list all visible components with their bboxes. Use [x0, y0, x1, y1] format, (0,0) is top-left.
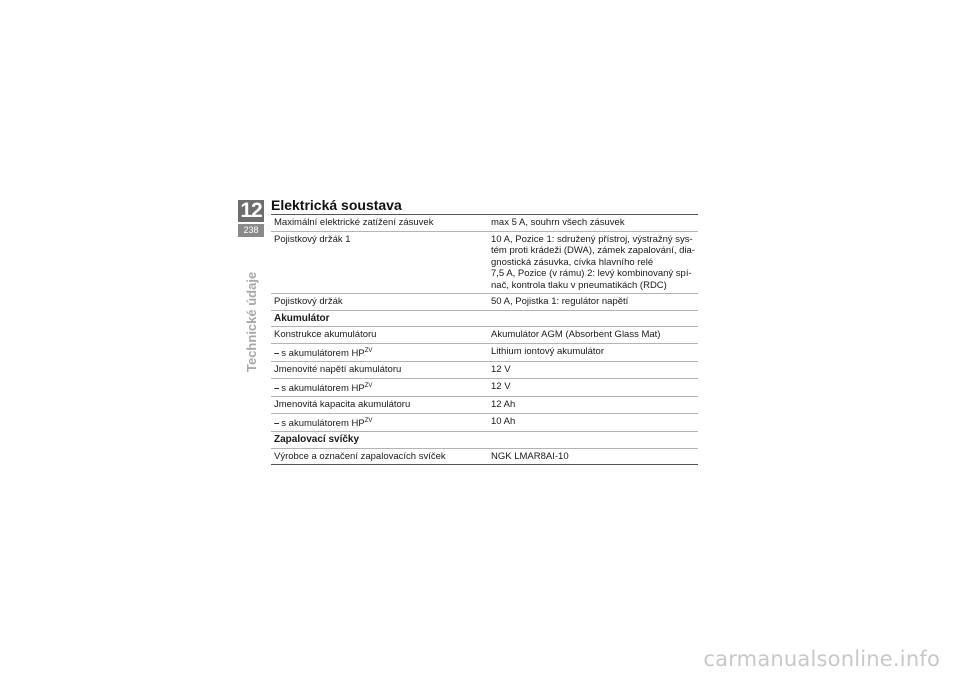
spec-label: Pojistkový držák	[271, 294, 488, 311]
option-marker: ZV	[364, 382, 373, 389]
spec-label: Pojistkový držák 1	[271, 231, 488, 294]
dash-mark: –	[274, 347, 280, 359]
table-subheading-row	[271, 310, 698, 327]
chapter-side-label: Technické údaje	[244, 271, 259, 372]
dash-mark: –	[274, 382, 280, 394]
table-row	[271, 343, 698, 362]
table-row	[271, 378, 698, 397]
spec-value: Akumulátor AGM (Absorbent Glass Mat)	[488, 327, 698, 344]
table-row	[271, 362, 698, 379]
battery-heading: Akumulátor	[271, 310, 698, 327]
dash-mark: –	[274, 417, 280, 429]
spec-value: 10 Ah	[488, 413, 698, 432]
spark-plugs-heading: Zapalovací svíčky	[271, 432, 698, 449]
table-row	[271, 413, 698, 432]
spec-value: 50 A, Pojistka 1: regulátor napětí	[488, 294, 698, 311]
spec-label: – s akumulátorem $HP^{ZV}$	[271, 343, 488, 362]
option-marker: ZV	[364, 417, 373, 424]
spec-label: Výrobce a označení zapalovacích svíček	[271, 448, 488, 465]
spec-table	[271, 214, 698, 465]
spec-label: Konstrukce akumulátoru	[271, 327, 488, 344]
table-subheading-row	[271, 432, 698, 449]
section-title: Elektrická soustava	[271, 197, 402, 213]
option-marker: ZV	[364, 347, 373, 354]
spec-value: 12 V	[488, 378, 698, 397]
table-row	[271, 397, 698, 414]
spec-value: 10 A, Pozice 1: sdružený přístroj, výstražný sys- tém proti krádeži (DWA), zámek zapalování, dia- gnostická zásuvka, cívka hlavního relé 7,5 A, Pozice (v rámu) 2: levý kombinovaný spí- nač, kontrola tlaku v pneumatikách (RDC)	[488, 231, 698, 294]
page-number: 238	[238, 224, 264, 237]
spec-value: NGK LMAR8AI-10	[488, 448, 698, 465]
table-row	[271, 327, 698, 344]
watermark: carmanualsonline.info	[703, 647, 940, 671]
table-row	[271, 215, 698, 232]
spec-label: Jmenovitá kapacita akumulátoru	[271, 397, 488, 414]
table-row	[271, 294, 698, 311]
chapter-marker	[238, 200, 264, 238]
spec-value: 12 Ah	[488, 397, 698, 414]
spec-value: Lithium iontový akumulátor	[488, 343, 698, 362]
chapter-number: 12	[238, 200, 264, 222]
spec-value: 12 V	[488, 362, 698, 379]
table-row	[271, 231, 698, 294]
spec-label: Maximální elektrické zatížení zásuvek	[271, 215, 488, 232]
spec-value: max 5 A, souhrn všech zásuvek	[488, 215, 698, 232]
spec-label: – s akumulátorem $HP^{ZV}$	[271, 378, 488, 397]
spec-label: – s akumulátorem $HP^{ZV}$	[271, 413, 488, 432]
spec-label: Jmenovité napětí akumulátoru	[271, 362, 488, 379]
table-row	[271, 448, 698, 465]
